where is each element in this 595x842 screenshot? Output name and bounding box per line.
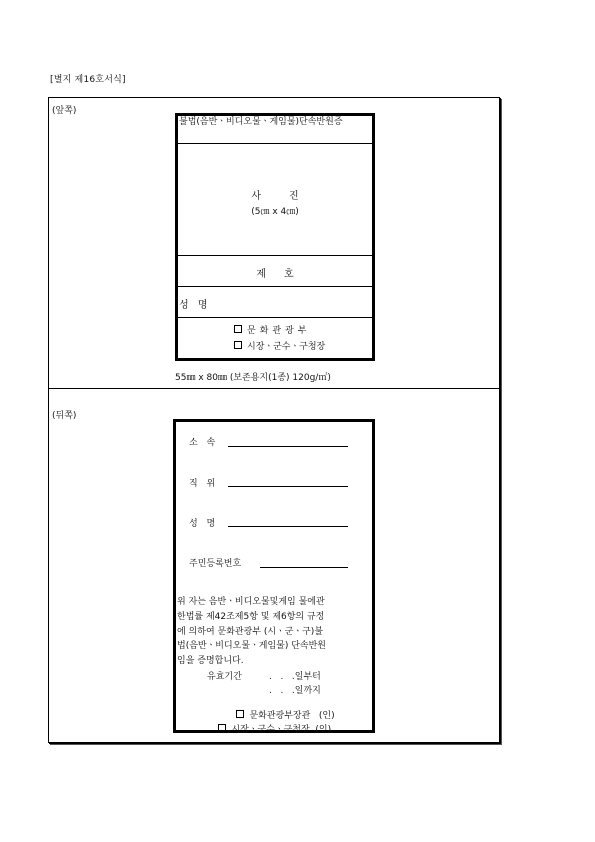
back-name-label: 성 명: [189, 519, 219, 529]
affiliation-input-line[interactable]: [228, 446, 348, 447]
back-side-label: (뒤쪽): [52, 411, 77, 421]
seal-option-local: [207, 712, 331, 745]
front-side-label: (앞쪽): [52, 106, 77, 116]
resident-number-label: 주민등록번호: [189, 559, 242, 569]
name-label: 성 명: [179, 300, 211, 311]
issuer-ministry-label: 문화관광부: [247, 326, 311, 336]
issuer-row: [178, 318, 372, 358]
position-label: 직 위: [189, 479, 219, 489]
validity-label: 유효기간: [207, 672, 242, 682]
checkbox-icon[interactable]: [234, 325, 242, 333]
card-number-label: 제호: [256, 269, 312, 280]
statement-line: 법(음반ㆍ비디오물ㆍ게임물) 단속반원: [177, 641, 326, 652]
card-size-note: 55㎜ x 80㎜ (보존용지(1종) 120g/㎡): [175, 373, 331, 383]
card-title: 불법(음반ㆍ비디오물ㆍ게임물)단속반원증: [178, 116, 373, 144]
issuer-local-label: 시장ㆍ군수ㆍ구청장: [247, 342, 326, 352]
statement-line: 한법률 제42조제5항 및 제6항의 규정: [177, 611, 325, 622]
name-row: [178, 287, 372, 318]
id-card-back: [173, 419, 375, 733]
statement-line: 위 자는 음반ㆍ비디오물및게임 물에관: [177, 597, 325, 607]
certification-statement: [177, 595, 370, 669]
affiliation-label: 소 속: [189, 438, 219, 448]
front-back-divider: [48, 388, 500, 389]
photo-label: 사진: [251, 191, 327, 202]
seal-ministry-label: 문화관광부장관 (인): [249, 711, 335, 721]
id-card-front: [175, 113, 375, 361]
issuer-option-ministry: [234, 323, 310, 336]
form-number-title: [별지 제16호서식]: [50, 75, 126, 85]
seal-local-label: 시장ㆍ군수ㆍ구청장 (인): [231, 725, 332, 735]
position-input-line[interactable]: [228, 486, 348, 487]
photo-size-label: (5㎝ x 4㎝): [251, 207, 299, 217]
name-input-line[interactable]: [228, 526, 348, 527]
issuer-option-local: [234, 339, 325, 352]
checkbox-icon[interactable]: [234, 341, 242, 349]
validity-from: . . .일부터: [269, 672, 321, 682]
photo-box: [178, 144, 372, 256]
statement-line: 에 의하여 문화관광부 (시ㆍ군ㆍ구)불: [177, 626, 324, 637]
checkbox-icon[interactable]: [218, 724, 226, 732]
card-number-row: [178, 256, 372, 287]
resident-number-input-line[interactable]: [260, 567, 348, 568]
validity-to: . . .일까지: [269, 686, 321, 696]
statement-line: 임을 증명합니다.: [177, 656, 244, 667]
